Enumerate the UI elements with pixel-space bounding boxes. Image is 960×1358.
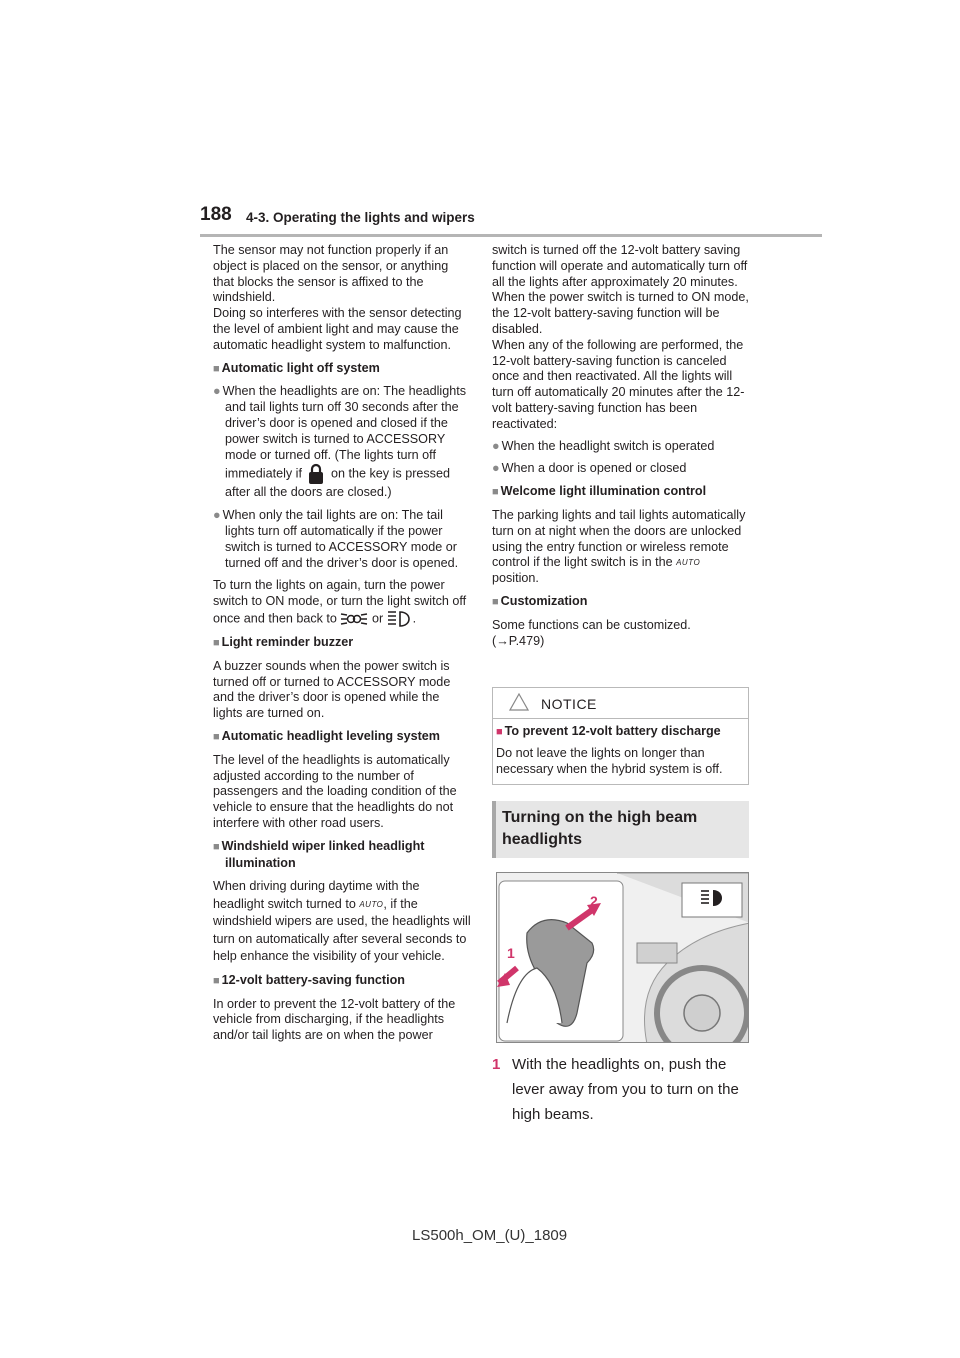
welcome-text: The parking lights and tail lights automatically turn on at night when the doors are unlocked using the entry function or wireless remote control if the light switch is in the AUTO position. [492, 507, 746, 586]
circle-bullet-icon: ● [492, 461, 500, 476]
high-beam-icon [700, 888, 726, 908]
circle-bullet-icon: ● [213, 384, 221, 399]
headlight-icon [387, 610, 413, 628]
figure-label-2: 2 [590, 893, 598, 909]
notice-box [492, 687, 749, 785]
notice-text: Do not leave the lights on longer than necessary when the hybrid system is off. [496, 746, 723, 776]
square-bullet-icon: ■ [496, 726, 503, 738]
high-beam-section-heading: Turning on the high beam headlights [492, 801, 749, 858]
square-bullet-icon: ■ [213, 840, 220, 853]
notice-subheading: ■ To prevent 12-volt battery discharge [496, 724, 721, 738]
auto-icon: AUTO [676, 558, 701, 568]
custom-text: Some functions can be customized. [492, 617, 691, 632]
square-bullet-icon: ■ [213, 730, 220, 743]
wiper-heading: ■ Windshield wiper linked headlight illumination [213, 838, 425, 870]
reminder-heading: ■ Light reminder buzzer [213, 634, 354, 649]
leveling-text: The level of the headlights is automatically adjusted according to the number of passengers and the loading condition of the vehicle to ensure that the headlights do not interfere with other road users. [213, 752, 457, 830]
sensor-paragraph-1: The sensor may not function properly if an object is placed on the sensor, or anything that blocks the sensor is affixed to the windshield. [213, 243, 449, 305]
square-bullet-icon: ■ [213, 362, 220, 375]
high-beam-lever-illustration [496, 872, 749, 1043]
section-title: 4-3. Operating the lights and wipers [246, 210, 475, 225]
battery-continued: switch is turned off the 12-volt battery saving function will operate and automatically turn off all the lights after approximately 20 minutes. When the power switch is turned to ON mode, the 12-volt battery-saving function will be disabled. [492, 243, 749, 336]
auto-icon: AUTO [359, 899, 384, 909]
square-bullet-icon: ■ [492, 596, 499, 609]
page-number: 188 [200, 204, 232, 225]
welcome-heading: ■ Welcome light illumination control [492, 484, 707, 499]
tail-light-icon [340, 611, 368, 627]
custom-ref: (→P.479) [492, 633, 545, 648]
turn-on-again: To turn the lights on again, turn the power switch to ON mode, or turn the light switch off once and then back to or . [213, 578, 471, 628]
step-number: 1 [492, 1056, 501, 1073]
auto-off-bullet-2: ● When only the tail lights are on: The tail lights turn off automatically if the power switch is turned to ACCESSORY mode or turned off and the driver’s door is opened. [213, 508, 459, 570]
circle-bullet-icon: ● [492, 438, 500, 453]
auto-off-heading: ■ Automatic light off system [213, 360, 380, 375]
step-1 [492, 1052, 750, 1127]
square-bullet-icon: ■ [213, 636, 220, 649]
battery-bullet-2: ● When a door is opened or closed [492, 461, 687, 476]
sensor-paragraph-2: Doing so interferes with the sensor detecting the level of ambient light and may cause the automatic headlight system to malfunction. [213, 306, 462, 352]
auto-off-bullet-1: ● When the headlights are on: The headlights and tail lights turn off 30 seconds after the driver’s door is opened and closed if the power switch is turned to ACCESSORY mode or turned off. (The lights turn off immediately if on the key is pressed after all the doors are closed.) [213, 384, 467, 500]
right-column [492, 243, 750, 650]
square-bullet-icon: ■ [492, 486, 499, 499]
square-bullet-icon: ■ [213, 974, 220, 987]
circle-bullet-icon: ● [213, 508, 221, 523]
notice-header [493, 688, 748, 719]
header-rule [200, 234, 822, 237]
lock-icon [305, 463, 327, 485]
leveling-heading: ■ Automatic headlight leveling system [213, 728, 440, 743]
warning-triangle-icon [509, 693, 529, 711]
notice-title: NOTICE [541, 696, 597, 712]
battery-heading: ■ 12-volt battery-saving function [213, 972, 405, 987]
battery-bullet-1: ● When the headlight switch is operated [492, 438, 715, 453]
document-code: LS500h_OM_(U)_1809 [412, 1227, 568, 1244]
reminder-text: A buzzer sounds when the power switch is turned off or turned to ACCESSORY mode and the driver’s door is opened while the lights are turned on. [213, 658, 451, 721]
step-text: With the headlights on, push the lever away from you to turn on the high beams. [512, 1056, 739, 1123]
battery-continued-2: When any of the following are performed, the 12-volt battery-saving function is canceled once and then reactivated. All the lights will turn off automatically 20 minutes after the 12-volt battery-saving function has been reactivated: [492, 337, 745, 431]
figure-label-1: 1 [507, 945, 515, 961]
wiper-text: When driving during daytime with the headlight switch turned to AUTO, if the windshield wipers are used, the headlights will turn on automatically after several seconds to help enhance the visibility of your vehicle. [213, 879, 471, 964]
custom-heading: ■ Customization [492, 594, 588, 609]
left-column [213, 243, 471, 1044]
battery-text: In order to prevent the 12-volt battery of the vehicle from discharging, if the headlights and/or tail lights are on when the power [213, 996, 456, 1043]
